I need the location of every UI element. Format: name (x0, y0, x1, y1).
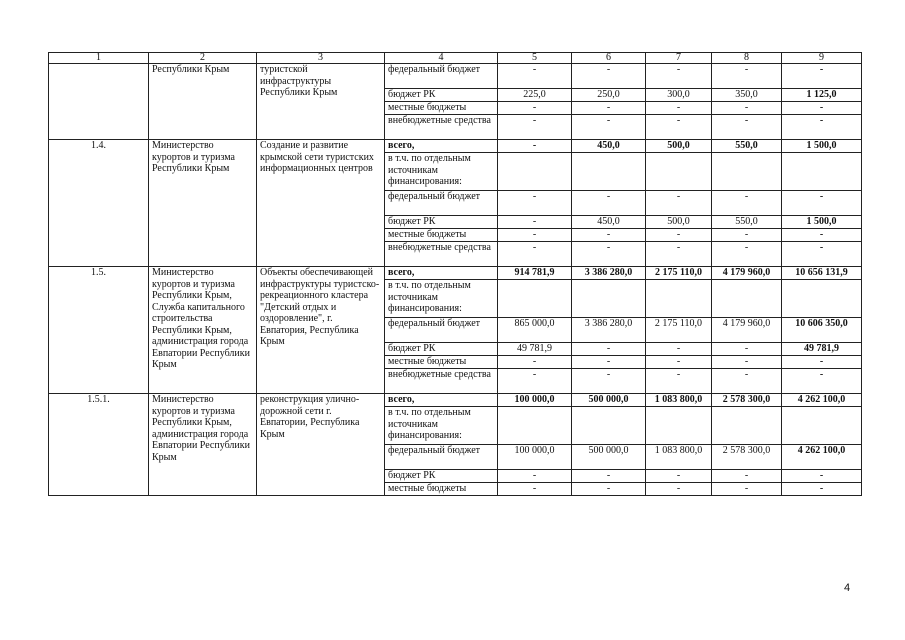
value-cell: - (712, 242, 782, 267)
value-cell (712, 280, 782, 318)
table-row (49, 140, 862, 153)
value-cell: - (572, 242, 646, 267)
total-value-cell (782, 280, 862, 318)
table-row (49, 64, 862, 89)
value-cell: - (498, 483, 572, 496)
value-cell: 4 179 960,0 (712, 267, 782, 280)
value-cell: - (712, 343, 782, 356)
value-cell: - (712, 115, 782, 140)
value-cell (498, 407, 572, 445)
value-cell: 450,0 (572, 140, 646, 153)
value-cell: - (646, 369, 712, 394)
funding-source-cell: бюджет РК (385, 470, 498, 483)
total-value-cell: 49 781,9 (782, 343, 862, 356)
value-cell (572, 407, 646, 445)
total-value-cell: - (782, 369, 862, 394)
value-cell: 500,0 (646, 140, 712, 153)
funding-source-cell: местные бюджеты (385, 229, 498, 242)
total-value-cell: - (782, 470, 862, 483)
funding-source-cell: в т.ч. по отдельным источникам финансирования: (385, 280, 498, 318)
value-cell (646, 153, 712, 191)
value-cell: 500 000,0 (572, 445, 646, 470)
total-value-cell: - (782, 356, 862, 369)
value-cell: 1 083 800,0 (646, 445, 712, 470)
value-cell: - (498, 229, 572, 242)
value-cell: - (572, 343, 646, 356)
value-cell (572, 153, 646, 191)
value-cell: - (712, 229, 782, 242)
funding-source-cell (385, 267, 498, 280)
executor-cell: Министерство курортов и туризма Республики Крым (149, 140, 257, 267)
value-cell: 2 175 110,0 (646, 267, 712, 280)
value-cell: 2 578 300,0 (712, 445, 782, 470)
value-cell: - (572, 483, 646, 496)
value-cell: - (572, 102, 646, 115)
value-cell: - (498, 115, 572, 140)
executor-cell: Республики Крым (149, 64, 257, 140)
funding-source-cell (385, 140, 498, 153)
value-cell: - (498, 64, 572, 89)
value-cell: - (712, 64, 782, 89)
value-cell: - (646, 343, 712, 356)
value-cell: - (646, 229, 712, 242)
total-value-cell: 4 262 100,0 (782, 445, 862, 470)
value-cell: - (646, 102, 712, 115)
value-cell (712, 407, 782, 445)
funding-source-cell: бюджет РК (385, 89, 498, 102)
page-number: 4 (844, 582, 851, 594)
value-cell: 550,0 (712, 216, 782, 229)
funding-source-cell (385, 394, 498, 407)
value-cell: - (498, 369, 572, 394)
funding-source-cell: внебюджетные средства (385, 369, 498, 394)
value-cell: - (646, 483, 712, 496)
total-value-cell: - (782, 64, 862, 89)
funding-source-cell: в т.ч. по отдельным источникам финансирования: (385, 407, 498, 445)
value-cell: - (572, 470, 646, 483)
executor-cell: Министерство курортов и туризма Республики Крым, Служба капитального строительства Республики Крым, администрация города Евпатории Республики Крым (149, 267, 257, 394)
value-cell: - (646, 356, 712, 369)
value-cell: - (572, 229, 646, 242)
value-cell: 100 000,0 (498, 445, 572, 470)
total-value-cell: 4 262 100,0 (782, 394, 862, 407)
object-cell: Создание и развитие крымской сети туристских информационных центров (257, 140, 385, 267)
executor-cell: Министерство курортов и туризма Республики Крым, администрация города Евпатории Республики Крым (149, 394, 257, 496)
value-cell (646, 407, 712, 445)
financing-table (48, 52, 862, 496)
total-value-cell: 10 656 131,9 (782, 267, 862, 280)
total-value-cell: 1 500,0 (782, 216, 862, 229)
funding-source-cell: внебюджетные средства (385, 242, 498, 267)
value-cell: - (712, 356, 782, 369)
funding-source-cell: внебюджетные средства (385, 115, 498, 140)
value-cell (646, 280, 712, 318)
value-cell: 350,0 (712, 89, 782, 102)
table-row (49, 394, 862, 407)
table-row (49, 267, 862, 280)
value-cell: - (646, 470, 712, 483)
value-cell: - (498, 356, 572, 369)
column-number: 5 (498, 53, 572, 64)
object-cell: туристской инфраструктуры Республики Крым (257, 64, 385, 140)
total-value-cell: - (782, 242, 862, 267)
funding-source-label: всего, (388, 267, 415, 278)
value-cell (498, 280, 572, 318)
column-number: 8 (712, 53, 782, 64)
value-cell: - (498, 140, 572, 153)
value-cell: 2 578 300,0 (712, 394, 782, 407)
value-cell: 500,0 (646, 216, 712, 229)
total-value-cell: 1 125,0 (782, 89, 862, 102)
funding-source-label: всего, (388, 140, 415, 151)
total-value-cell: - (782, 483, 862, 496)
value-cell: 865 000,0 (498, 318, 572, 343)
value-cell: 914 781,9 (498, 267, 572, 280)
value-cell: 300,0 (646, 89, 712, 102)
column-number: 7 (646, 53, 712, 64)
total-value-cell: - (782, 229, 862, 242)
value-cell: 100 000,0 (498, 394, 572, 407)
value-cell: - (712, 470, 782, 483)
value-cell: - (712, 102, 782, 115)
value-cell: 3 386 280,0 (572, 318, 646, 343)
value-cell: 250,0 (572, 89, 646, 102)
column-number: 9 (782, 53, 862, 64)
funding-source-cell: бюджет РК (385, 343, 498, 356)
value-cell: 3 386 280,0 (572, 267, 646, 280)
object-cell: реконструкция улично-дорожной сети г. Евпатории, Республика Крым (257, 394, 385, 496)
total-value-cell: 10 606 350,0 (782, 318, 862, 343)
value-cell (498, 153, 572, 191)
value-cell: - (572, 191, 646, 216)
object-cell: Объекты обеспечивающей инфраструктуры туристско-рекреационного кластера "Детский отдых и оздоровление", г. Евпатория, Республика Крым (257, 267, 385, 394)
funding-source-cell: федеральный бюджет (385, 191, 498, 216)
value-cell: 500 000,0 (572, 394, 646, 407)
value-cell: - (572, 64, 646, 89)
funding-source-cell: местные бюджеты (385, 102, 498, 115)
value-cell: - (498, 102, 572, 115)
funding-source-cell: в т.ч. по отдельным источникам финансирования: (385, 153, 498, 191)
funding-source-cell: местные бюджеты (385, 356, 498, 369)
column-number-row (49, 53, 862, 64)
column-number: 6 (572, 53, 646, 64)
value-cell: - (712, 483, 782, 496)
value-cell: - (646, 115, 712, 140)
funding-source-cell: федеральный бюджет (385, 318, 498, 343)
funding-source-label: всего, (388, 394, 415, 405)
value-cell: 1 083 800,0 (646, 394, 712, 407)
value-cell: 4 179 960,0 (712, 318, 782, 343)
value-cell (712, 153, 782, 191)
value-cell: - (572, 369, 646, 394)
item-number: 1.4. (49, 140, 149, 267)
total-value-cell: - (782, 102, 862, 115)
value-cell: 2 175 110,0 (646, 318, 712, 343)
table-body (49, 53, 862, 496)
value-cell: 225,0 (498, 89, 572, 102)
value-cell: - (498, 191, 572, 216)
value-cell: - (646, 191, 712, 216)
funding-source-cell: местные бюджеты (385, 483, 498, 496)
total-value-cell: - (782, 191, 862, 216)
value-cell: - (646, 242, 712, 267)
funding-source-cell: федеральный бюджет (385, 64, 498, 89)
funding-source-cell: бюджет РК (385, 216, 498, 229)
column-number: 4 (385, 53, 498, 64)
value-cell: - (712, 191, 782, 216)
column-number: 1 (49, 53, 149, 64)
value-cell: 450,0 (572, 216, 646, 229)
column-number: 2 (149, 53, 257, 64)
item-number: 1.5. (49, 267, 149, 394)
total-value-cell: - (782, 115, 862, 140)
value-cell: - (498, 242, 572, 267)
value-cell: 550,0 (712, 140, 782, 153)
total-value-cell (782, 407, 862, 445)
item-number: 1.5.1. (49, 394, 149, 496)
value-cell: - (498, 470, 572, 483)
item-number (49, 64, 149, 140)
total-value-cell (782, 153, 862, 191)
funding-source-cell: федеральный бюджет (385, 445, 498, 470)
total-value-cell: 1 500,0 (782, 140, 862, 153)
value-cell (572, 280, 646, 318)
column-number: 3 (257, 53, 385, 64)
value-cell: - (712, 369, 782, 394)
value-cell: - (572, 115, 646, 140)
value-cell: - (572, 356, 646, 369)
value-cell: - (498, 216, 572, 229)
value-cell: - (646, 64, 712, 89)
value-cell: 49 781,9 (498, 343, 572, 356)
